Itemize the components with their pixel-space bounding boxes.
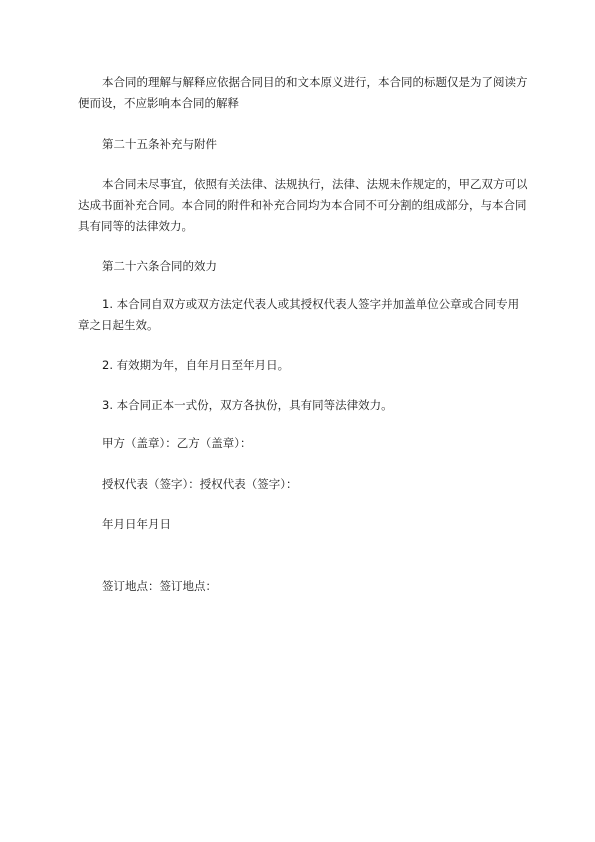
effectiveness-item-3: 3. 本合同正本一式份，双方各执份，具有同等法律效力。	[102, 398, 393, 412]
signing-place-line: 签订地点：签订地点：	[102, 579, 217, 593]
interpretation-paragraph: 本合同的理解与解释应依据合同目的和文本原义进行，本合同的标题仅是为了阅读方便而设，不应影响本合同的解释	[78, 75, 528, 110]
article-26-heading: 第二十六条合同的效力	[102, 259, 217, 273]
article-25-paragraph: 本合同未尽事宜，依照有关法律、法规执行，法律、法规未作规定的，甲乙双方可以达成书面补充合同。本合同的附件和补充合同均为本合同不可分割的组成部分，与本合同具有同等的法律效力。	[78, 177, 528, 233]
date-line: 年月日年月日	[102, 517, 171, 531]
party-seal-line: 甲方（盖章）：乙方（盖章）：	[102, 436, 252, 450]
authorized-rep-line: 授权代表（签字）：授权代表（签字）：	[102, 477, 298, 491]
effectiveness-item-1: 1. 本合同自双方或双方法定代表人或其授权代表人签字并加盖单位公章或合同专用章之日起生效。	[78, 297, 520, 332]
effectiveness-item-2: 2. 有效期为年，自年月日至年月日。	[102, 358, 290, 372]
article-25-heading: 第二十五条补充与附件	[102, 137, 217, 151]
